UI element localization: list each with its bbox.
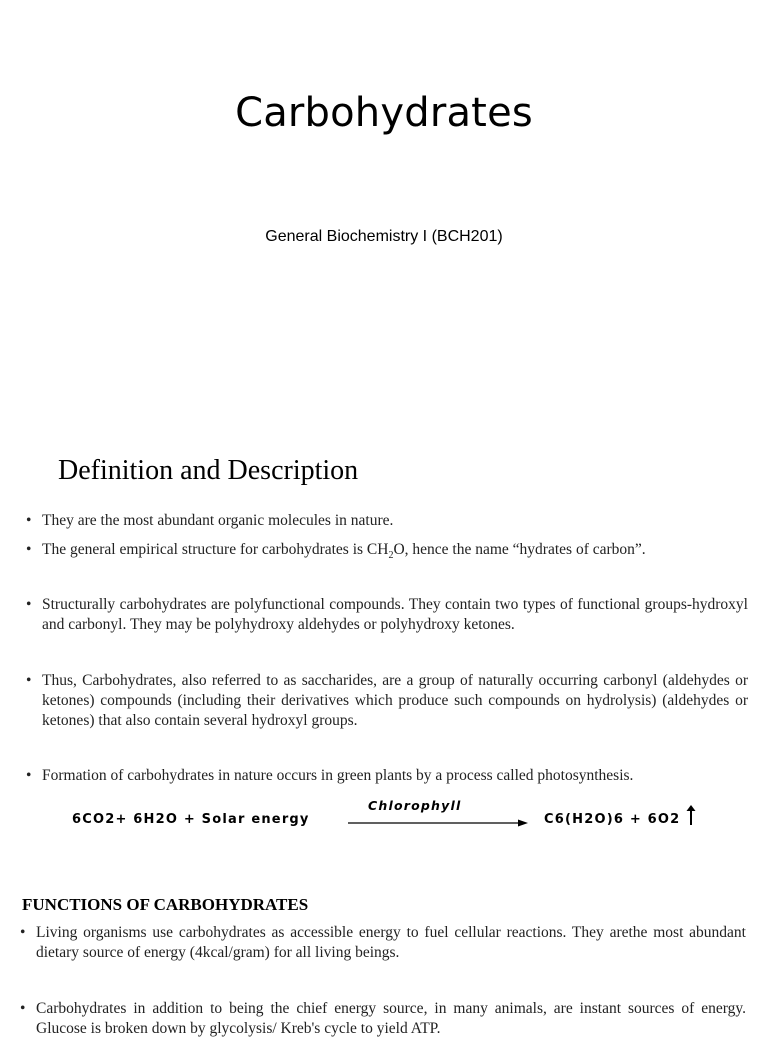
list-item xyxy=(24,671,748,731)
bullet-list xyxy=(18,999,746,1039)
up-arrow-icon xyxy=(686,805,696,825)
bullet-icon: • xyxy=(20,1000,26,1017)
bullet-text-tail: O, hence the name “hydrates of carbon”. xyxy=(393,541,646,558)
bullet-text: Thus, Carbohydrates, also referred to as saccharides, are a group of naturally occurring carbonyl (aldehydes or ketones) compounds (including their derivatives which produce such compounds on hydrolysis) (aldehydes or ketones) that also contain several hydroxyl groups. xyxy=(42,672,748,729)
slide-subtitle: General Biochemistry I (BCH201) xyxy=(265,228,503,245)
subscript: 2 xyxy=(388,550,394,562)
right-arrow-icon xyxy=(348,819,528,827)
bullet-text: Carbohydrates in addition to being the chief energy source, in many animals, are instant sources of energy. Glucose is broken down by glycolysis/ Kreb's cycle to yield ATP. xyxy=(36,1000,746,1037)
definition-heading: Definition and Description xyxy=(58,455,359,486)
bullet-icon: • xyxy=(20,924,26,941)
equation-reactants: 6CO2+ 6H2O + Solar energy xyxy=(72,812,310,827)
bullet-list xyxy=(24,766,748,786)
list-item xyxy=(18,923,746,963)
photosynthesis-equation xyxy=(72,800,712,840)
bullet-icon: • xyxy=(26,541,32,558)
bullet-icon: • xyxy=(26,596,32,613)
list-item xyxy=(24,540,748,560)
bullet-text: Structurally carbohydrates are polyfunctional compounds. They contain two types of functional groups-hydroxyl and carbonyl. They may be polyhydroxy aldehydes or polyhydroxy ketones. xyxy=(42,596,748,633)
slide-title: Carbohydrates xyxy=(235,90,533,136)
bullet-text: The general empirical structure for carbohydrates is CH xyxy=(42,541,389,558)
equation-catalyst: Chlorophyll xyxy=(368,798,462,813)
bullet-text: They are the most abundant organic molecules in nature. xyxy=(42,512,394,529)
bullet-list xyxy=(24,595,748,635)
list-item xyxy=(24,595,748,635)
list-item xyxy=(24,511,748,531)
bullet-list xyxy=(24,511,748,531)
bullet-list xyxy=(24,671,748,731)
bullet-icon: • xyxy=(26,672,32,689)
bullet-text: Formation of carbohydrates in nature occurs in green plants by a process called photosynthesis. xyxy=(42,767,634,784)
bullet-list xyxy=(18,923,746,963)
bullet-icon: • xyxy=(26,512,32,529)
list-item xyxy=(24,766,748,786)
bullet-icon: • xyxy=(26,767,32,784)
bullet-text: Living organisms use carbohydrates as accessible energy to fuel cellular reactions. They arethe most abundant dietary source of energy (4kcal/gram) for all living beings. xyxy=(36,924,746,961)
bullet-list xyxy=(24,540,748,560)
functions-heading: FUNCTIONS OF CARBOHYDRATES xyxy=(22,895,309,914)
list-item xyxy=(18,999,746,1039)
equation-products: C6(H2O)6 + 6O2 xyxy=(544,812,681,827)
